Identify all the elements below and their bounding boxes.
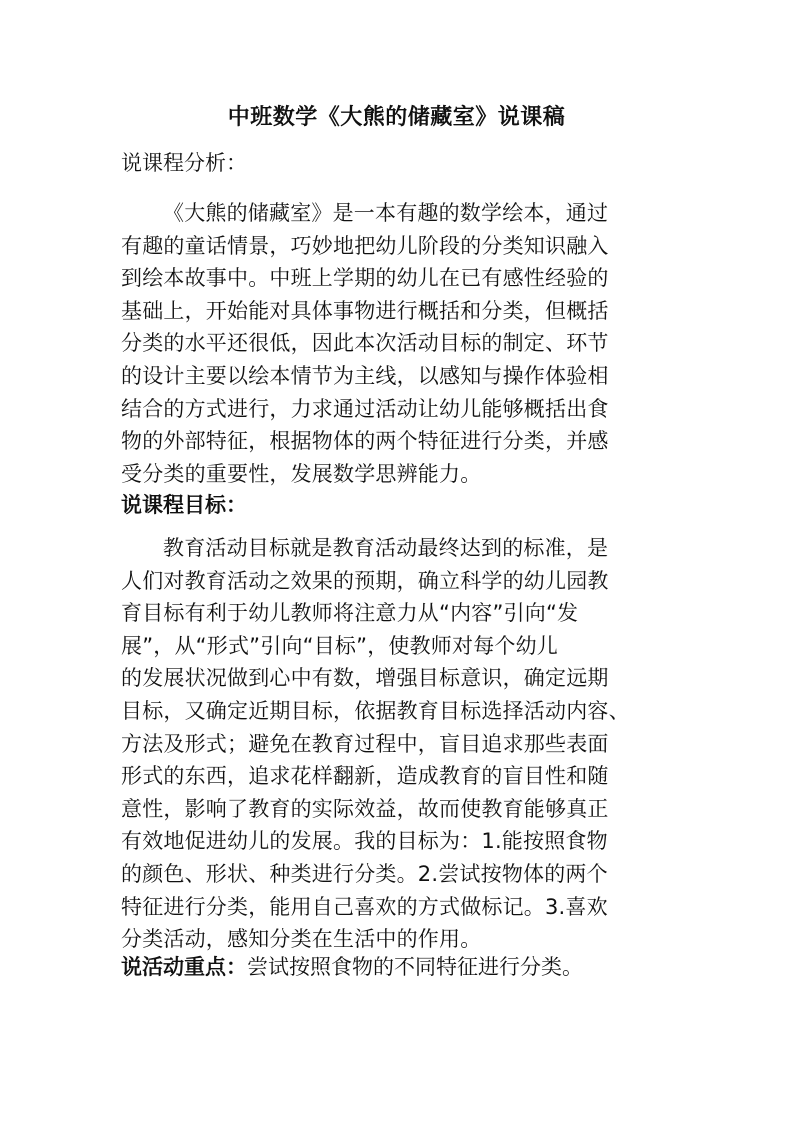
paragraph-line: 目标，又确定近期目标，依据教育目标选择活动内容、 bbox=[121, 698, 630, 723]
key-point-text: 尝试按照食物的不同特征进行分类。 bbox=[247, 955, 583, 979]
paragraph-line: 物的外部特征，根据物体的两个特征进行分类，并感 bbox=[121, 429, 609, 454]
paragraph-line: 展”，从“形式”引向“目标”，使教师对每个幼儿 bbox=[121, 633, 558, 658]
paragraph-line: 特征进行分类，能用自己喜欢的方式做标记。3.喜欢 bbox=[121, 894, 608, 919]
paragraph-line: 基础上，开始能对具体事物进行概括和分类，但概括 bbox=[121, 298, 609, 323]
paragraph-line: 的颜色、形状、种类进行分类。2.尝试按物体的两个 bbox=[121, 861, 608, 886]
paragraph-line: 意性，影响了教育的实际效益，故而使教育能够真正 bbox=[121, 796, 609, 821]
paragraph-line: 育目标有利于幼儿教师将注意力从“内容”引向“发 bbox=[121, 601, 579, 626]
paragraph-line: 结合的方式进行，力求通过活动让幼儿能够概括出食 bbox=[121, 396, 609, 421]
section-heading-analysis: 说课程分析： bbox=[121, 151, 247, 175]
paragraph-line: 有趣的童话情景，巧妙地把幼儿阶段的分类知识融入 bbox=[121, 233, 609, 258]
paragraph-line: 有效地促进幼儿的发展。我的目标为：1.能按照食物 bbox=[121, 829, 608, 854]
paragraph-line: 分类的水平还很低，因此本次活动目标的制定、环节 bbox=[121, 331, 609, 356]
paragraph-analysis bbox=[121, 197, 681, 490]
paragraph-line: 到绘本故事中。中班上学期的幼儿在已有感性经验的 bbox=[121, 266, 609, 291]
paragraph-goals bbox=[121, 532, 681, 956]
paragraph-line: 人们对教育活动之效果的预期，确立科学的幼儿园教 bbox=[121, 568, 609, 593]
paragraph-line: 《大熊的储藏室》是一本有趣的数学绘本，通过 bbox=[163, 201, 609, 225]
paragraph-line: 受分类的重要性，发展数学思辨能力。 bbox=[121, 461, 482, 486]
key-point-label: 说活动重点： bbox=[121, 955, 247, 979]
document-title: 中班数学《大熊的储藏室》说课稿 bbox=[227, 105, 566, 130]
paragraph-line: 形式的东西，追求花样翻新，造成教育的盲目性和随 bbox=[121, 764, 609, 789]
paragraph-line: 教育活动目标就是教育活动最终达到的标准，是 bbox=[163, 536, 609, 560]
paragraph-line: 分类活动，感知分类在生活中的作用。 bbox=[121, 927, 482, 952]
paragraph-line: 方法及形式；避免在教育过程中，盲目追求那些表面 bbox=[121, 731, 609, 756]
section-heading-goals: 说课程目标： bbox=[121, 493, 247, 517]
paragraph-line: 的发展状况做到心中有数，增强目标意识，确定远期 bbox=[121, 666, 609, 691]
key-point bbox=[121, 950, 583, 984]
paragraph-line: 的设计主要以绘本情节为主线，以感知与操作体验相 bbox=[121, 363, 609, 388]
